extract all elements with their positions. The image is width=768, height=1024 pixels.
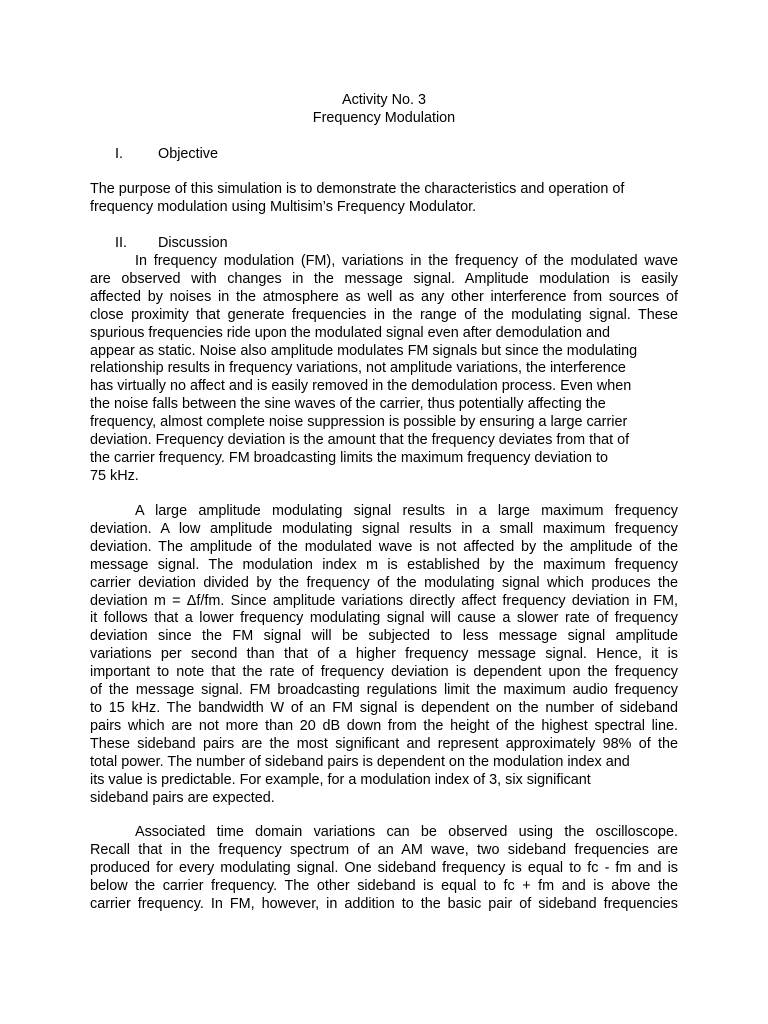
- text-line: Associated time domain variations can be observed using the oscilloscope.: [135, 824, 678, 840]
- text-line: of the message signal. FM broadcasting regulations limit the maximum audio frequency: [90, 682, 678, 699]
- text-line: close proximity that generate frequencies in the range of the modulating signal. These: [90, 306, 678, 323]
- text-line: its value is predictable. For example, for a modulation index of 3, six significant: [90, 771, 591, 788]
- discussion-paragraph-3: [90, 824, 678, 914]
- section-heading-objective: [115, 146, 218, 164]
- text-line: are observed with changes in the message signal. Amplitude modulation is easily: [90, 270, 678, 287]
- section-heading-discussion: [115, 235, 228, 253]
- text-line: deviation m = Δf/fm. Since amplitude variations directly affect frequency deviation in FM,: [90, 592, 678, 609]
- activity-subtitle: Frequency Modulation: [312, 110, 456, 126]
- section-number: I.: [115, 146, 123, 162]
- discussion-paragraph-1: [90, 253, 678, 486]
- text-line: important to note that the rate of frequency deviation is dependent upon the frequency: [90, 664, 678, 681]
- section-title: Objective: [158, 146, 218, 162]
- text-line: the noise falls between the sine waves of the carrier, thus potentially affecting the: [90, 396, 606, 413]
- text-line: In frequency modulation (FM), variations in the frequency of the modulated wave: [135, 253, 678, 269]
- text-line: deviation. Frequency deviation is the amount that the frequency deviates from that of: [90, 432, 630, 449]
- discussion-paragraph-2: [90, 503, 678, 807]
- text-line: message signal. The modulation index m is established by the maximum frequency: [90, 556, 678, 573]
- text-line: carrier frequency. In FM, however, in addition to the basic pair of sideband frequencies: [90, 895, 678, 912]
- text-line: deviation. A low amplitude modulating signal results in a small maximum frequency: [90, 520, 678, 537]
- text-line: sideband pairs are expected.: [90, 789, 275, 806]
- text-line: pairs which are not more than 20 dB down from the height of the highest spectral line.: [90, 717, 678, 734]
- objective-paragraph: [90, 181, 678, 217]
- text-line: affected by noises in the atmosphere as well as any other interference from sources of: [90, 288, 678, 305]
- text-line: These sideband pairs are the most significant and represent approximately 98% of the: [90, 735, 678, 752]
- text-line: relationship results in frequency variations, not amplitude variations, the interference: [90, 360, 626, 377]
- text-line: produced for every modulating signal. One sideband frequency is equal to fc - fm and is: [90, 859, 678, 876]
- text-line: the carrier frequency. FM broadcasting limits the maximum frequency deviation to: [90, 449, 609, 466]
- text-line: spurious frequencies ride upon the modulated signal even after demodulation and: [90, 324, 611, 341]
- text-line: total power. The number of sideband pairs is dependent on the modulation index and: [90, 753, 630, 770]
- section-title: Discussion: [158, 235, 228, 251]
- text-line: frequency, almost complete noise suppression is possible by ensuring a large carrier: [90, 414, 628, 431]
- text-line: it follows that a lower frequency modulating signal will cause a slower rate of frequency: [90, 610, 678, 627]
- activity-title: Activity No. 3: [342, 92, 426, 108]
- text-line: variations per second than that of a higher frequency message signal. Hence, it is: [90, 646, 678, 663]
- text-line: has virtually no affect and is easily removed in the demodulation process. Even when: [90, 378, 632, 395]
- section-number: II.: [115, 235, 127, 251]
- text-line: A large amplitude modulating signal results in a large maximum frequency: [135, 503, 678, 519]
- text-line: 75 kHz.: [90, 467, 139, 484]
- text-line: The purpose of this simulation is to demonstrate the characteristics and operation of: [90, 181, 625, 197]
- text-line: Recall that in the frequency spectrum of an AM wave, two sideband frequencies are: [90, 841, 678, 858]
- text-line: frequency modulation using Multisim’s Frequency Modulator.: [90, 198, 477, 215]
- text-line: to 15 kHz. The bandwidth W of an FM signal is dependent on the number of sideband: [90, 699, 678, 716]
- text-line: below the carrier frequency. The other sideband is equal to fc + fm and is above the: [90, 877, 678, 894]
- text-line: carrier deviation divided by the frequency of the modulating signal which produces the: [90, 574, 678, 591]
- text-line: deviation since the FM signal will be subjected to less message signal amplitude: [90, 628, 678, 645]
- text-line: deviation. The amplitude of the modulated wave is not affected by the amplitude of the: [90, 538, 678, 555]
- text-line: appear as static. Noise also amplitude modulates FM signals but since the modulating: [90, 342, 638, 359]
